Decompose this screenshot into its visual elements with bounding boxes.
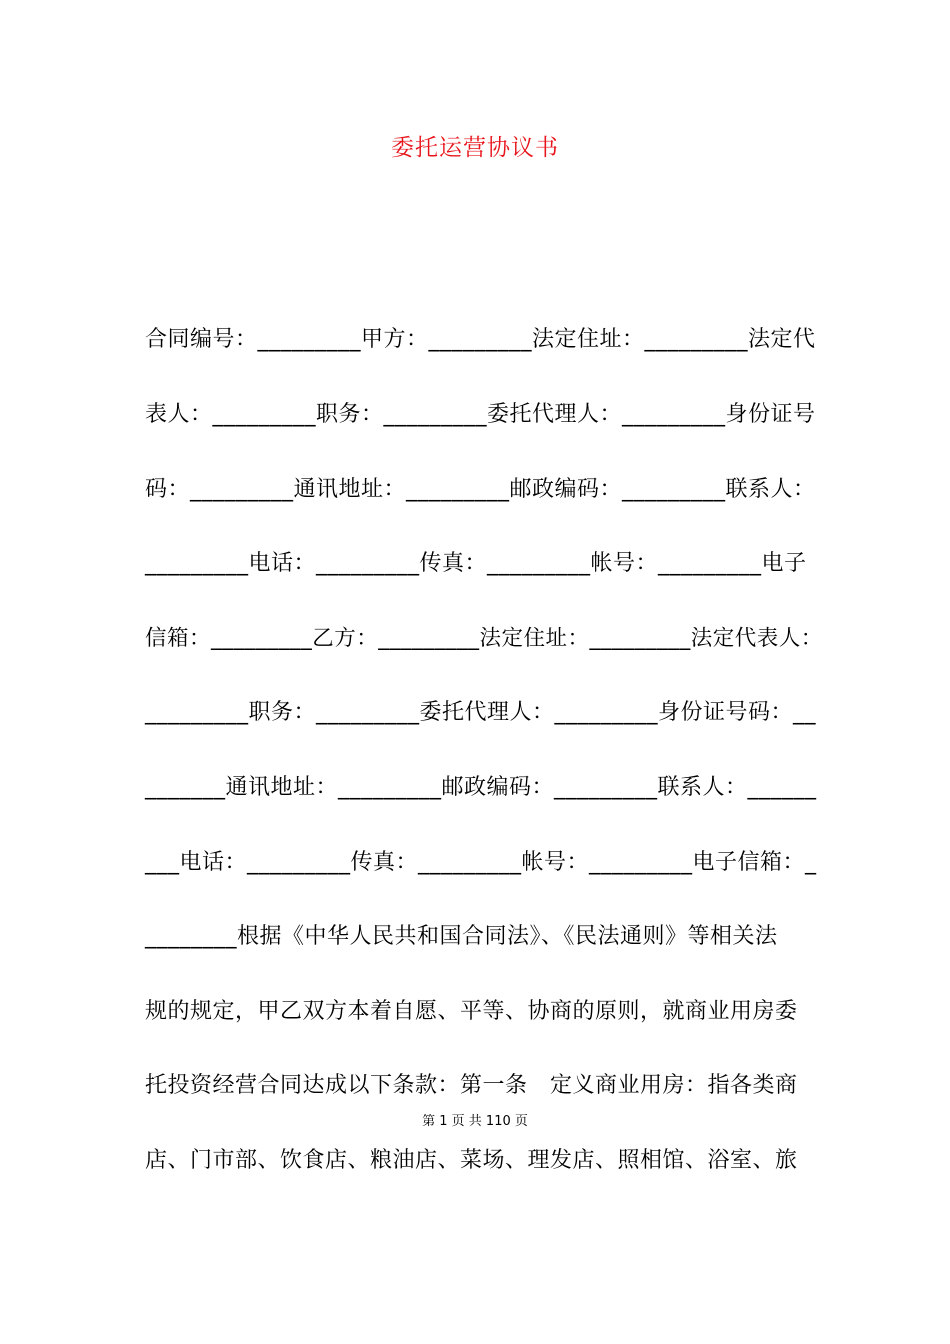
body-line-9: ________根据《中华人民共和国合同法》、《民法通则》等相关法 [145, 924, 778, 949]
body-line-1: 合同编号：_________甲方：_________法定住址：_________法定代 [145, 327, 816, 352]
body-line-8: ___电话：_________传真：_________帐号：_________电子信箱：_ [145, 850, 817, 875]
body-line-7: _______通讯地址：_________邮政编码：_________联系人：______ [145, 775, 817, 800]
document-title: 委托运营协议书 [391, 135, 559, 161]
body-line-12: 店、门市部、饮食店、粮油店、菜场、理发店、照相馆、浴室、旅 [145, 1148, 798, 1173]
body-line-2: 表人：_________职务：_________委托代理人：_________身份证号 [145, 402, 816, 427]
body-line-4: _________电话：_________传真：_________帐号：_________电子 [145, 551, 807, 576]
body-line-3: 码：_________通讯地址：_________邮政编码：_________联系人： [145, 477, 816, 502]
body-line-6: _________职务：_________委托代理人：_________身份证号码：__ [145, 700, 817, 725]
body-line-11: 托投资经营合同达成以下条款：第一条 定义商业用房：指各类商 [145, 1073, 798, 1098]
body-line-10: 规的规定，甲乙双方本着自愿、平等、协商的原则，就商业用房委 [145, 999, 798, 1024]
page-number-footer: 第 1 页 共 110 页 [422, 1114, 528, 1129]
body-line-5: 信箱：_________乙方：_________法定住址：_________法定代表人： [145, 626, 823, 651]
